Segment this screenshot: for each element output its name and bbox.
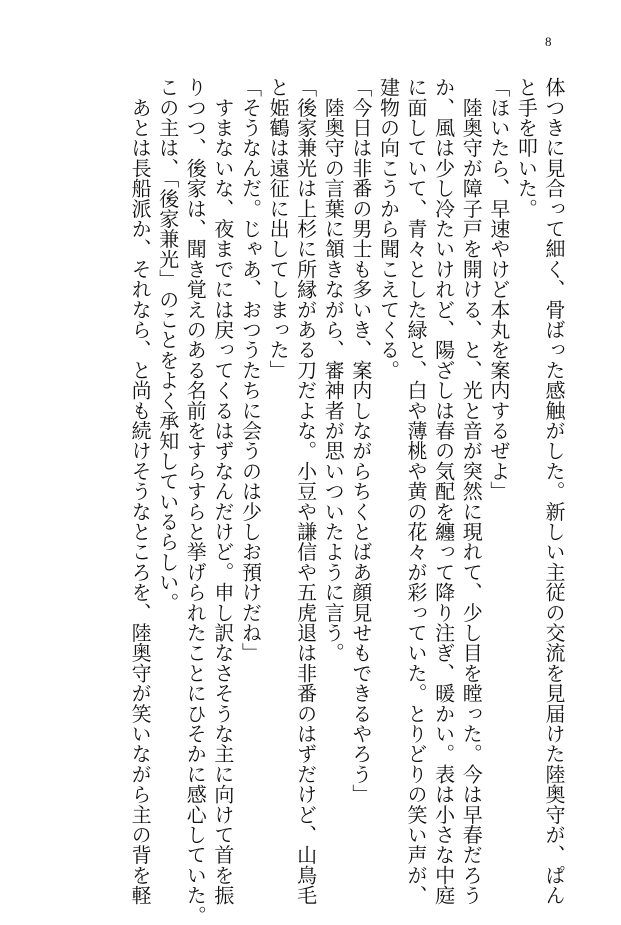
text-line: と手を叩いた。 (514, 77, 539, 219)
text-line: 「ほいたら、早速やけど本丸を案内するぜよ」 (486, 77, 511, 502)
text-line: 体つきに見合って細く、骨ばった感触がした。新しい主従の交流を見届けた陸奥守が、ぱん (542, 77, 566, 906)
page-number: 8 (545, 34, 552, 49)
text-line: に面していて、青々とした緑と、白や薄桃や黄の花々が彩っていた。とりどりの笑い声が、 (404, 77, 429, 906)
text-line: 陸奥守が障子戸を開ける、と、光と音が突然に現れて、少し目を瞠った。今は早春だろう (459, 77, 484, 906)
text-line: 建物の向こうから聞こえてくる。 (376, 77, 401, 380)
text-line: 「今日は非番の男士も多いき、案内しながらちくとばあ顔見せもできるやろう」 (348, 77, 373, 805)
text-line: と姫鶴は遠征に出してしまった」 (266, 77, 291, 380)
vertical-text-body (126, 77, 568, 925)
text-line: 「そうなんだ。じゃあ、おつうたちに会うのは少しお預けだね」 (238, 77, 263, 663)
text-line: すまないな、夜までには戻ってくるはずなんだけど。申し訳なさそうな主に向けて首を振 (210, 77, 235, 906)
text-line: あとは長船派か、それなら、と尚も続けそうなところを、陸奥守が笑いながら主の背を軽 (128, 77, 153, 906)
text-line: りつつ、後家は、聞き覚えのある名前をすらすらと挙げられたことにひそかに感心していた。 (183, 77, 208, 925)
text-line: この主は、「後家兼光」のことをよく承知しているらしい。 (155, 77, 180, 613)
text-line: 「後家兼光は上杉に所縁がある刀だよな。小豆や謙信や五虎退は非番のはずだけど、山鳥毛 (293, 77, 318, 906)
text-line: 陸奥守の言葉に頷きながら、審神者が思いついたように言う。 (321, 77, 346, 663)
text-line: か、風は少し冷たいけれど、陽ざしは春の気配を纏って降り注ぎ、暖かい。表は小さな中庭 (431, 77, 456, 906)
